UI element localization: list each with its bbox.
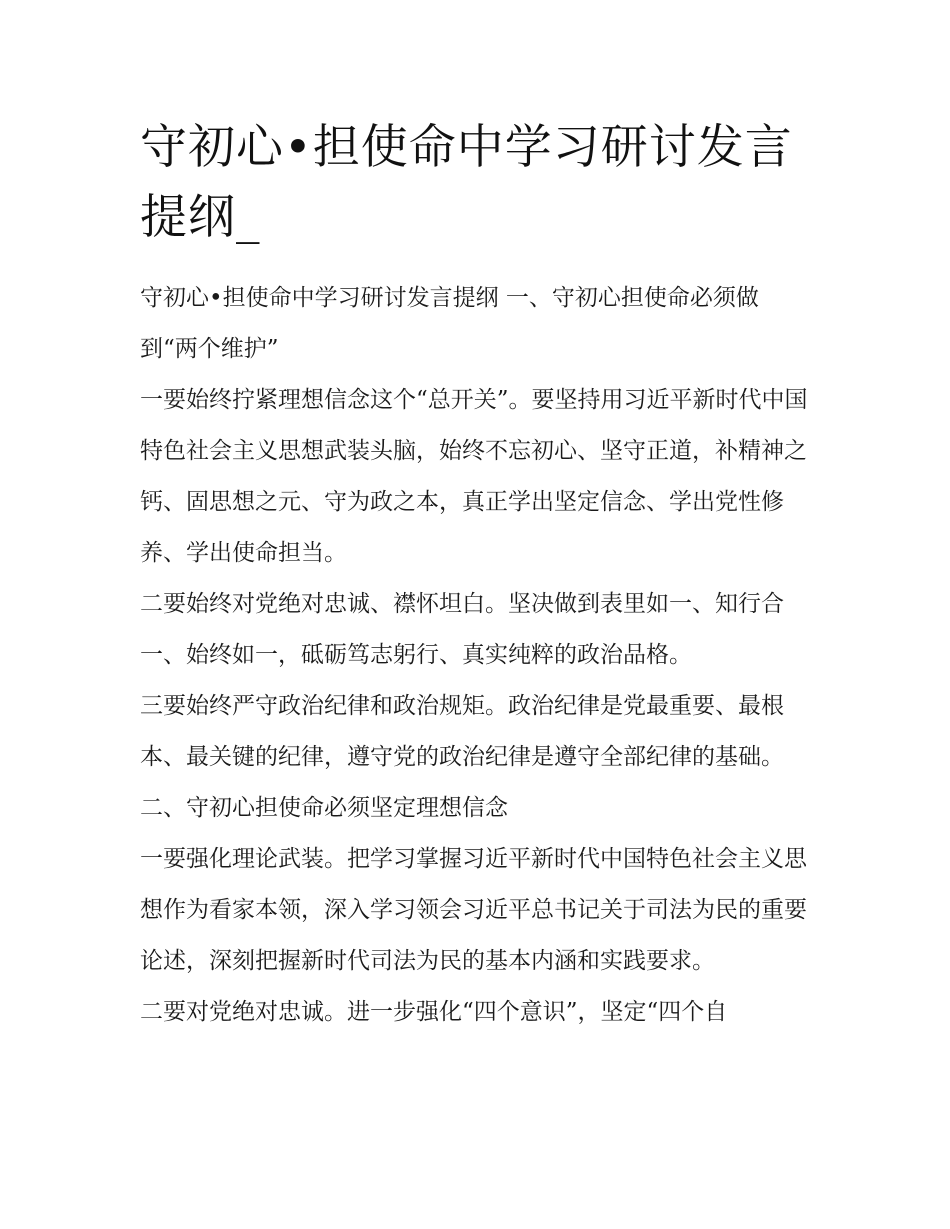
paragraph-intro: 守初心•担使命中学习研讨发言提纲 一、守初心担使命必须做到“两个维护” [140, 285, 759, 362]
paragraph-four-consciousness: 二要对党绝对忠诚。进一步强化“四个意识”，坚定“四个自 [140, 999, 728, 1025]
document-title: 守初心•担使命中学习研讨发言提纲_ [140, 120, 793, 245]
paragraph-loyalty: 二要始终对党绝对忠诚、襟怀坦白。坚决做到表里如一、知行合一、始终如一，砥砺笃志躬行、真实纯粹的政治品格。 [140, 591, 784, 668]
paragraph-theory: 一要强化理论武装。把学习掌握习近平新时代中国特色社会主义思想作为看家本领，深入学习领会习近平总书记关于司法为民的重要论述，深刻把握新时代司法为民的基本内涵和实践要求。 [140, 846, 807, 974]
paragraph-ideals: 一要始终拧紧理想信念这个“总开关”。要坚持用习近平新时代中国特色社会主义思想武装头脑，始终不忘初心、坚守正道，补精神之钙、固思想之元、守为政之本，真正学出坚定信念、学出党性修养、学出使命担当。 [140, 387, 808, 566]
document-body [140, 273, 812, 1038]
document-content [140, 113, 812, 1038]
paragraph-discipline: 三要始终严守政治纪律和政治规矩。政治纪律是党最重要、最根本、最关键的纪律，遵守党的政治纪律是遵守全部纪律的基础。 二、守初心担使命必须坚定理想信念 [140, 693, 784, 821]
